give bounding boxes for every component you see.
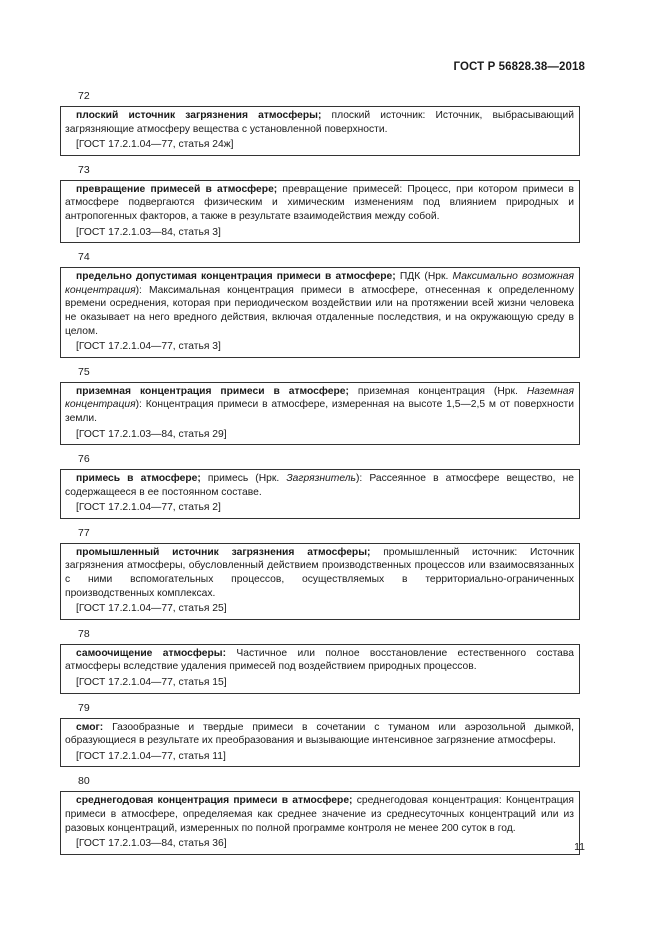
term-definition-box [60, 644, 580, 694]
document-header: ГОСТ Р 56828.38—2018 [453, 61, 585, 73]
terms-list [60, 90, 580, 863]
term-entry [60, 251, 580, 358]
term-admitted: Загрязнитель [286, 473, 356, 485]
term-number: 78 [78, 627, 90, 640]
term-synonym: примесь ( [200, 473, 259, 485]
term-admitted-prefix: Нрк. [427, 271, 453, 283]
term-name: промышленный источник загрязнения атмосферы; [76, 546, 371, 558]
page-number: 11 [574, 841, 585, 853]
term-name: превращение примесей в атмосфере; [76, 183, 278, 195]
term-admitted-prefix: Нрк. [497, 385, 527, 397]
term-definition-box [60, 718, 580, 768]
term-entry [60, 628, 580, 694]
term-entry [60, 164, 580, 243]
term-entry [60, 90, 580, 156]
term-number: 73 [78, 163, 90, 176]
term-admitted: Наземная концентрация [65, 385, 575, 411]
term-text [65, 183, 574, 224]
term-text [65, 472, 574, 499]
term-synonym: ПДК ( [395, 271, 428, 283]
term-entry [60, 366, 580, 445]
term-name: предельно допустимая концентрация примеси в атмосфере; [76, 271, 396, 283]
term-entry [60, 702, 580, 768]
term-definition: Источник, выбрасывающий загрязняющие атмосферу вещества с установленной поверхности. [65, 110, 575, 135]
term-source: [ГОСТ 17.2.1.04—77, статья 25] [76, 603, 227, 615]
term-number: 72 [78, 90, 90, 102]
term-text [65, 109, 574, 136]
term-source: [ГОСТ 17.2.1.03—84, статья 36] [76, 838, 227, 850]
term-source: [ГОСТ 17.2.1.04—77, статья 11] [76, 750, 226, 762]
term-synonym: плоский источник: [321, 110, 436, 121]
term-number: 75 [78, 365, 90, 378]
term-definition-box [60, 106, 580, 156]
term-synonym: промышленный источник: [370, 546, 531, 558]
term-definition-box [60, 469, 580, 519]
term-source: [ГОСТ 17.2.1.03—84, статья 3] [76, 226, 221, 238]
term-number: 80 [78, 775, 90, 788]
term-definition-box [60, 180, 580, 243]
term-definition: ): Концентрация примеси в атмосфере, измеренная на высоте 1,5—2,5 м от поверхности земли. [65, 399, 574, 424]
term-definition-box [60, 543, 580, 620]
term-definition-box [60, 791, 580, 854]
term-definition: Процесс, при котором примеси в атмосфере подвергаются физическим и химическим изменениям под влиянием природных и антропогенных факторов, а также в результате взаимодействия между собой. [65, 183, 575, 222]
term-number: 77 [78, 526, 90, 539]
term-definition: Концентрация примеси в атмосфере, определяемая как среднее значение из среднесуточных концентраций или из разовых концентраций, измеренных по полной программе контроля не менее 200 суток в год. [65, 795, 574, 834]
term-entry [60, 527, 580, 620]
term-synonym [103, 722, 112, 733]
term-definition: ): Рассеянное в атмосфере вещество, не содержащееся в ее постоянном составе. [65, 473, 575, 498]
term-definition: ): Максимальная концентрация примеси в атмосфере, отнесенная к определенному времени осреднения, которая при периодическом воздействии или на протяжении всей жизни человека не оказывает на него вредного действия, включая отдаленные последствия, и на окружающую среду в целом. [65, 284, 574, 337]
term-name: приземная концентрация примеси в атмосфере; [76, 385, 349, 397]
term-name: примесь в атмосфере; [76, 473, 201, 485]
term-text [65, 647, 574, 674]
term-synonym: превращение примесей: [277, 183, 408, 195]
term-text [65, 546, 574, 600]
term-admitted-prefix: Нрк. [258, 473, 287, 485]
term-synonym: приземная концентрация ( [348, 385, 498, 397]
term-name: плоский источник загрязнения атмосферы; [76, 110, 322, 121]
term-admitted: Максимально возможная концентрация [65, 271, 575, 296]
term-number: 74 [78, 251, 90, 264]
term-synonym: среднегодовая концентрация: [352, 795, 506, 807]
term-source: [ГОСТ 17.2.1.04—77, статья 2] [76, 502, 221, 514]
term-text [65, 794, 574, 835]
term-name: смог: [76, 721, 104, 733]
term-source: [ГОСТ 17.2.1.04—77, статья 3] [76, 341, 221, 353]
term-name: самоочищение атмосферы: [76, 647, 226, 659]
term-text [65, 270, 574, 338]
term-definition-box [60, 267, 580, 358]
term-source: [ГОСТ 17.2.1.04—77, статья 15] [76, 677, 227, 689]
term-definition: Газообразные и твердые примеси в сочетании с туманом или аэрозольной дымкой, образующиеся в результате их преобразования и вызывающие интенсивное загрязнение атмосферы. [65, 721, 574, 747]
term-number: 79 [78, 701, 90, 714]
term-definition: Источник загрязнения атмосферы, обусловленный действием производственных процессов или взаимосвязанных с ними вспомогательных процессов, осуществляемых в территориально-ограниченных производственных комплексах. [65, 546, 574, 599]
term-text [65, 385, 574, 426]
term-entry [60, 453, 580, 519]
term-source: [ГОСТ 17.2.1.03—84, статья 29] [76, 428, 227, 440]
term-definition: Частичное или полное восстановление естественного состава атмосферы вследствие удаления примесей под воздействием природных процессов. [65, 647, 574, 673]
term-entry [60, 775, 580, 854]
term-name: среднегодовая концентрация примеси в атмосфере; [76, 795, 353, 807]
term-definition-box [60, 382, 580, 445]
term-source: [ГОСТ 17.2.1.04—77, статья 24ж] [76, 139, 234, 151]
term-text [65, 721, 574, 748]
term-synonym [226, 648, 236, 659]
term-number: 76 [78, 453, 90, 466]
